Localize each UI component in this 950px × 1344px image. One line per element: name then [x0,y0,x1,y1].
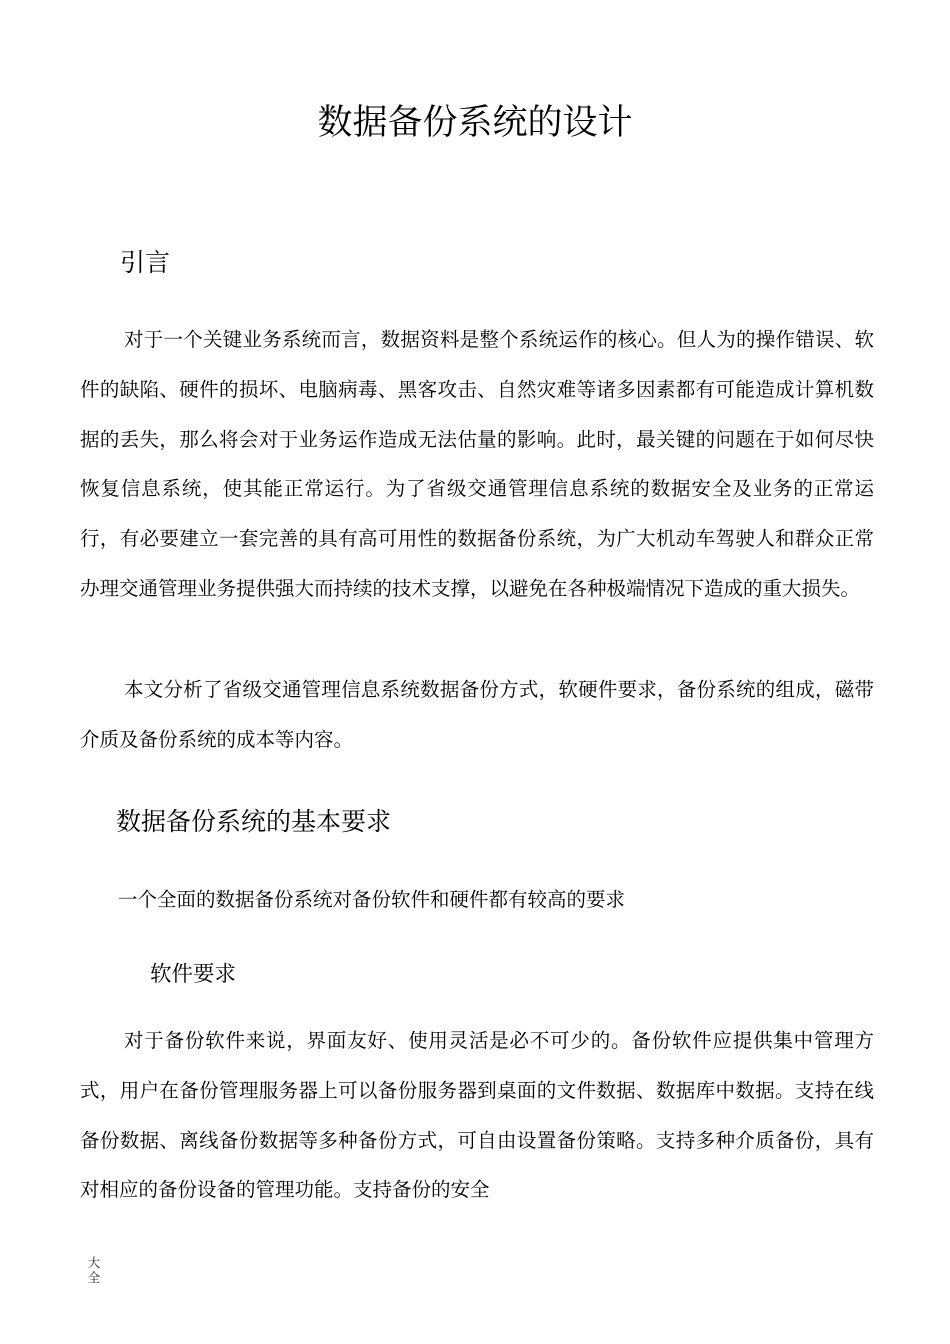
software-requirements-heading: 软件要求 [150,962,237,987]
software-requirements-paragraph: 对于备份软件来说，界面友好、使用灵活是必不可少的。备份软件应提供集中管理方式，用户在备份管理服务器上可以备份服务器到桌面的文件数据、数据库中数据。支持在线备份数据、离线备份数据等多种备份方式，可自由设置备份策略。支持多种介质备份，具有对相应的备份设备的管理功能。支持备份的安全 [80,1029,874,1202]
intro-paragraph-1: 对于一个关键业务系统而言，数据资料是整个系统运作的核心。但人为的操作错误、软件的缺陷、硬件的损坏、电脑病毒、黑客攻击、自然灾难等诸多因素都有可能造成计算机数据的丢失，那么将会对于业务运作造成无法估量的影响。此时，最关键的问题在于如何尽快恢复信息系统，使其能正常运行。为了省级交通管理信息系统的数据安全及业务的正常运行，有必要建立一套完善的具有高可用性的数据备份系统，为广大机动车驾驶人和群众正常办理交通管理业务提供强大而持续的技术支撑，以避免在各种极端情况下造成的重大损失。 [80,328,874,600]
footer-mark-line-1: 大 [87,1255,101,1270]
intro-heading: 引言 [120,248,171,277]
document-title: 数据备份系统的设计 [317,103,633,143]
intro-paragraph-2: 本文分析了省级交通管理信息系统数据备份方式，软硬件要求，备份系统的组成，磁带介质及备份系统的成本等内容。 [80,678,874,751]
requirements-lead: 一个全面的数据备份系统对备份软件和硬件都有较高的要求 [118,888,626,911]
requirements-heading: 数据备份系统的基本要求 [116,807,392,836]
footer-mark-line-2: 全 [87,1270,101,1285]
footer-mark [86,1255,102,1285]
